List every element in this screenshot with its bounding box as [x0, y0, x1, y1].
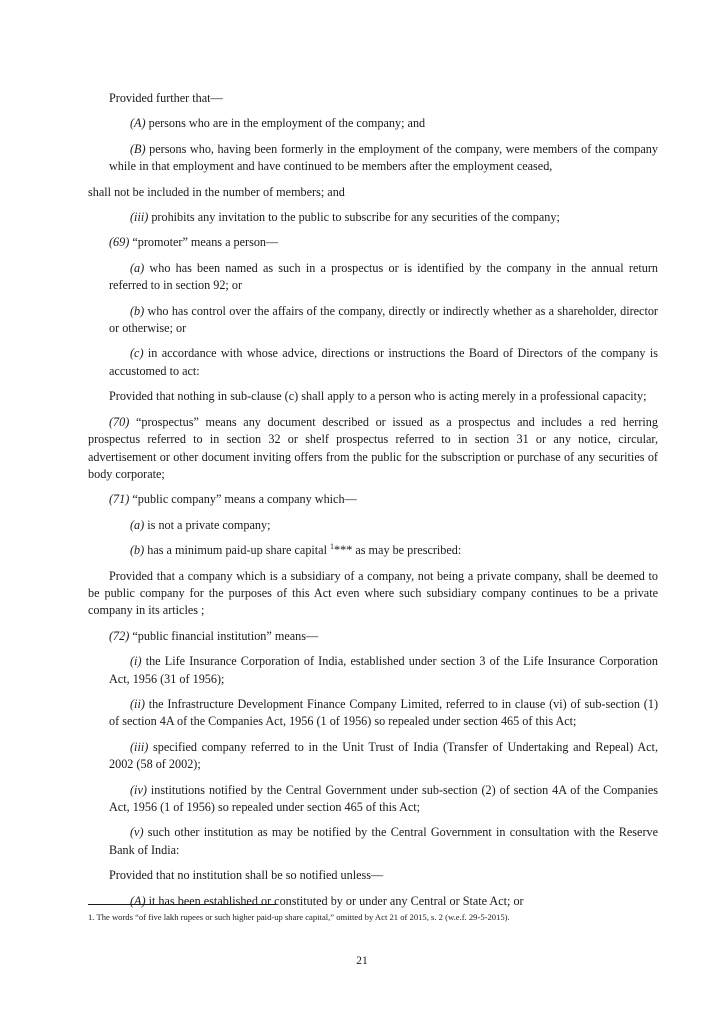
clause-marker: (72)	[109, 628, 130, 643]
paragraph	[88, 388, 658, 405]
clause-marker: (69)	[109, 235, 130, 250]
clause-marker: (71)	[109, 492, 130, 507]
paragraph-text-tail: *** as may be prescribed:	[334, 543, 462, 558]
clause-marker: (a)	[130, 517, 145, 532]
paragraph	[88, 115, 658, 132]
paragraph	[88, 867, 658, 884]
paragraph	[88, 893, 658, 910]
paragraph-text: prohibits any invitation to the public to subscribe for any securities of the company;	[148, 210, 560, 225]
paragraph-text: specified company referred to in the Unit Trust of India (Transfer of Undertaking and Repeal) Act, 2002 (58 of 2002);	[109, 739, 658, 772]
clause-marker: (v)	[130, 825, 144, 840]
clause-marker: (70)	[109, 414, 130, 429]
paragraph	[88, 517, 658, 534]
paragraph	[88, 491, 658, 508]
paragraph	[88, 696, 658, 731]
footnote: 1. The words “of five lakh rupees or such higher paid-up share capital,” omitted by Act 21 of 2015, s. 2 (w.e.f. 29-5-2015).	[88, 912, 510, 922]
paragraph-text: Provided further that—	[109, 91, 223, 105]
footnote-rule	[88, 904, 276, 905]
paragraph-text: the Infrastructure Development Finance Company Limited, referred to in clause (vi) of sub-section (1) of section 4A of the Companies Act, 1956 (1 of 1956) so repealed under section 465 of this Act;	[109, 696, 658, 729]
clause-marker: (A)	[130, 116, 146, 131]
paragraph	[88, 260, 658, 295]
page-number: 21	[356, 955, 368, 967]
paragraph-text: has a minimum paid-up share capital	[144, 543, 331, 558]
paragraph	[88, 568, 658, 620]
document-body	[88, 90, 658, 918]
paragraph	[88, 653, 658, 688]
paragraph-text: “public financial institution” means—	[129, 628, 319, 643]
paragraph-text: “public company” means a company which—	[129, 492, 357, 507]
paragraph	[88, 209, 658, 226]
paragraph	[88, 234, 658, 251]
paragraph	[88, 628, 658, 645]
paragraph	[88, 542, 658, 559]
footnote-ref: 1	[330, 542, 335, 552]
clause-marker: (b)	[130, 543, 145, 558]
paragraph-text: shall not be included in the number of members; and	[88, 184, 345, 199]
paragraph	[88, 782, 658, 817]
paragraph-text: is not a private company;	[144, 517, 271, 532]
clause-marker: (iv)	[130, 782, 147, 797]
clause-marker: (iii)	[130, 739, 149, 754]
paragraph	[88, 184, 658, 201]
clause-marker: (B)	[130, 141, 146, 156]
paragraph	[88, 141, 658, 176]
paragraph-text: persons who, having been formerly in the employment of the company, were members of the company while in that employment and have continued to be members after the employment ceased,	[109, 141, 658, 174]
paragraph	[88, 90, 658, 107]
paragraph-text: “promoter” means a person—	[129, 235, 279, 250]
clause-marker: (b)	[130, 303, 145, 318]
paragraph-text: Provided that a company which is a subsidiary of a company, not being a private company, shall be deemed to be public company for the purposes of this Act even where such subsidiary company continues to be a private company in its articles ;	[88, 568, 658, 618]
paragraph-text: such other institution as may be notified by the Central Government in consultation with the Reserve Bank of India:	[109, 825, 658, 857]
paragraph-text: “prospectus” means any document described or issued as a prospectus and includes a red herring prospectus referred to in section 32 or shelf prospectus referred to in section 31 or any notice, circular, advertisement or other document inviting offers from the public for the subscription or purchase of any securities of body corporate;	[88, 414, 658, 481]
paragraph-text: institutions notified by the Central Government under sub-section (2) of section 4A of the Companies Act, 1956 (1 of 1956) so repealed under section 465 of this Act;	[109, 782, 658, 814]
paragraph-text: Provided that no institution shall be so notified unless—	[109, 868, 384, 883]
clause-marker: (a)	[130, 260, 145, 275]
clause-marker: (i)	[130, 654, 142, 669]
paragraph	[88, 414, 658, 484]
paragraph	[88, 345, 658, 380]
paragraph-text: persons who are in the employment of the company; and	[145, 116, 426, 131]
clause-marker: (A)	[130, 893, 146, 908]
paragraph	[88, 303, 658, 338]
clause-marker: (iii)	[130, 210, 149, 225]
paragraph-text: in accordance with whose advice, directions or instructions the Board of Directors of the company is accustomed to act:	[109, 346, 658, 378]
paragraph-text: who has been named as such in a prospectus or is identified by the company in the annual return referred to in section 92; or	[109, 260, 658, 293]
paragraph-text: it has been established or constituted by or under any Central or State Act; or	[145, 893, 524, 908]
paragraph-text: who has control over the affairs of the company, directly or indirectly whether as a shareholder, director or otherwise; or	[109, 303, 658, 336]
clause-marker: (ii)	[130, 696, 145, 711]
paragraph	[88, 824, 658, 859]
clause-marker: (c)	[130, 346, 144, 361]
paragraph	[88, 739, 658, 774]
paragraph-text: Provided that nothing in sub-clause (c) shall apply to a person who is acting merely in a professional capacity;	[109, 389, 647, 404]
paragraph-text: the Life Insurance Corporation of India, established under section 3 of the Life Insurance Corporation Act, 1956 (31 of 1956);	[109, 654, 658, 686]
